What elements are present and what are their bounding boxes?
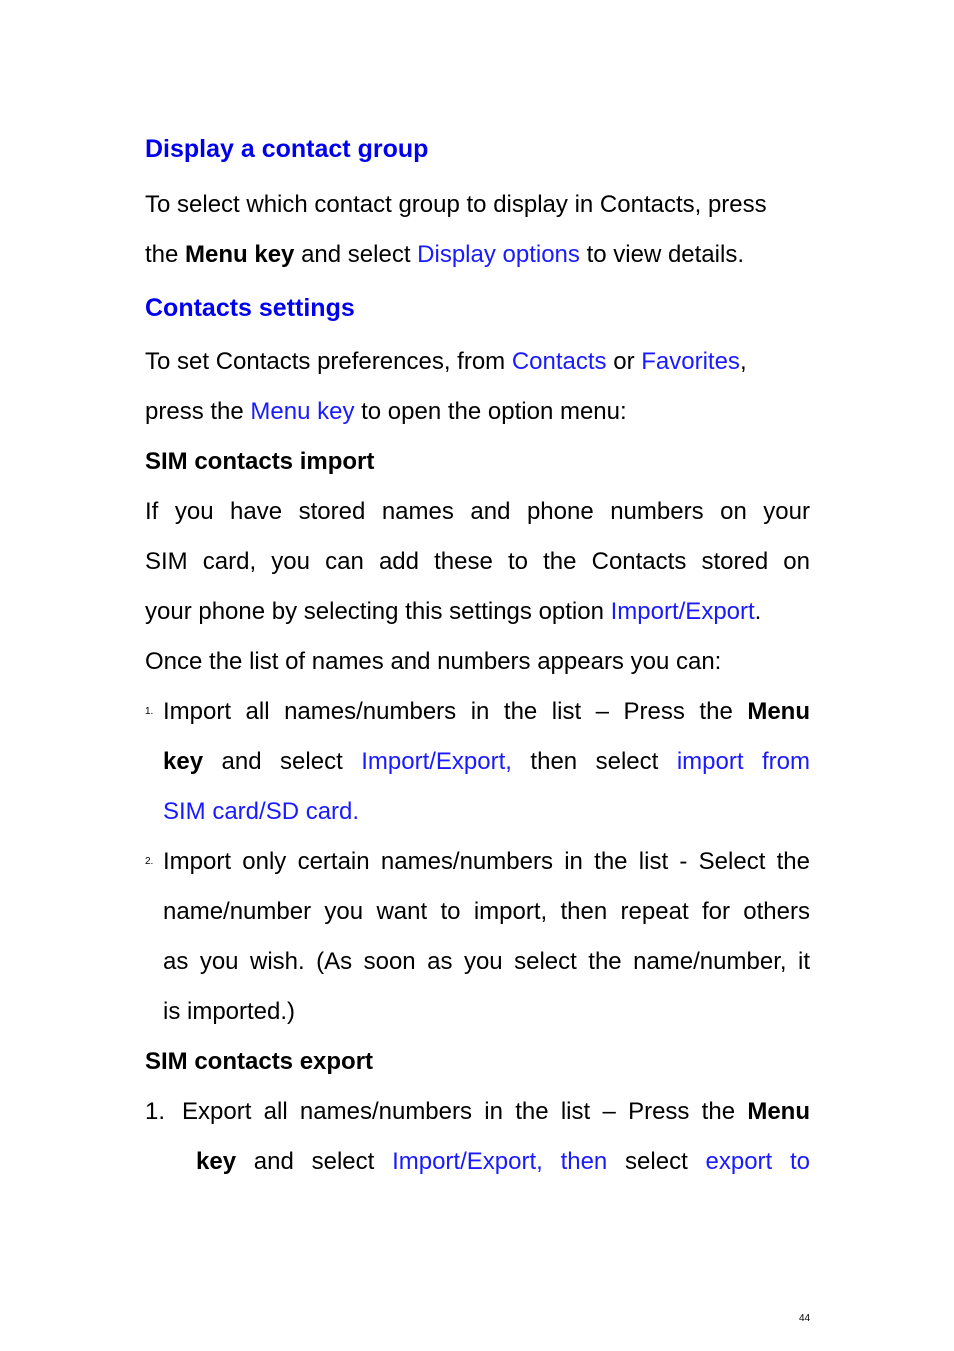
export-list-marker-1: 1.: [145, 1098, 166, 1125]
text: To set Contacts preferences, from: [145, 348, 512, 375]
display-options-link[interactable]: Display options: [417, 241, 580, 268]
para3-line3: [145, 597, 810, 627]
item2-line3: as you wish. (As soon as you select the name/number, it: [163, 948, 810, 975]
para3-line4: Once the list of names and numbers appears you can:: [145, 648, 722, 675]
text: or: [606, 348, 642, 375]
key-label: key: [163, 748, 204, 775]
text: to view details.: [579, 241, 744, 268]
page-number: 44: [799, 1313, 811, 1324]
key-label: key: [196, 1148, 237, 1175]
text: Export all names/numbers in the list – Press the: [182, 1098, 748, 1125]
menu-label: Menu: [747, 698, 810, 725]
para2-line1: [145, 347, 810, 377]
list-marker-2: 2.: [145, 856, 154, 867]
text: press the: [145, 398, 251, 425]
text: and select: [203, 748, 362, 775]
import-export-link[interactable]: Import/Export,: [361, 748, 512, 775]
menu-key-label: Menu key: [185, 241, 295, 268]
text: to open the option menu:: [354, 398, 627, 425]
item2-line1: Import only certain names/numbers in the list - Select the: [163, 848, 810, 875]
heading-display-contact-group: Display a contact group: [145, 135, 429, 163]
heading-sim-contacts-import: SIM contacts import: [145, 448, 375, 475]
list-marker-1: 1.: [145, 706, 154, 717]
para3-line2: SIM card, you can add these to the Contacts stored on: [145, 548, 810, 575]
item1-line1: [163, 697, 810, 727]
item1-line3: [163, 797, 810, 827]
export1-line1: [182, 1097, 810, 1127]
import-export-link[interactable]: Import/Export,: [392, 1148, 543, 1175]
import-export-link[interactable]: Import/Export: [610, 598, 755, 625]
text: Import all names/numbers in the list – Press the: [163, 698, 748, 725]
item1-line2: [163, 747, 810, 777]
favorites-link[interactable]: Favorites: [641, 348, 740, 375]
menu-key-link[interactable]: Menu key: [250, 398, 355, 425]
para2-line2: [145, 397, 810, 427]
para3-line1: If you have stored names and phone numbers on your: [145, 498, 810, 525]
export1-line2: [196, 1147, 810, 1177]
text: your phone by selecting this settings option: [145, 598, 611, 625]
item2-line4: is imported.): [163, 998, 296, 1025]
text: the: [145, 241, 186, 268]
export-to-link[interactable]: export to: [705, 1148, 810, 1175]
para1-line1: To select which contact group to display in Contacts, press: [145, 191, 767, 218]
sim-card-sd-card-link[interactable]: SIM card/SD card.: [163, 798, 360, 825]
import-from-link[interactable]: import from: [676, 748, 810, 775]
menu-label: Menu: [747, 1098, 810, 1125]
then-link[interactable]: then: [560, 1148, 608, 1175]
contacts-link[interactable]: Contacts: [511, 348, 607, 375]
text: .: [754, 598, 762, 625]
text: then select: [511, 748, 677, 775]
para1-line2: [145, 240, 810, 270]
heading-contacts-settings: Contacts settings: [145, 294, 355, 322]
item2-line2: name/number you want to import, then repeat for others: [163, 898, 810, 925]
text: and select: [236, 1148, 393, 1175]
text: ,: [739, 348, 747, 375]
text: and select: [294, 241, 418, 268]
text: select: [607, 1148, 706, 1175]
heading-sim-contacts-export: SIM contacts export: [145, 1048, 374, 1075]
